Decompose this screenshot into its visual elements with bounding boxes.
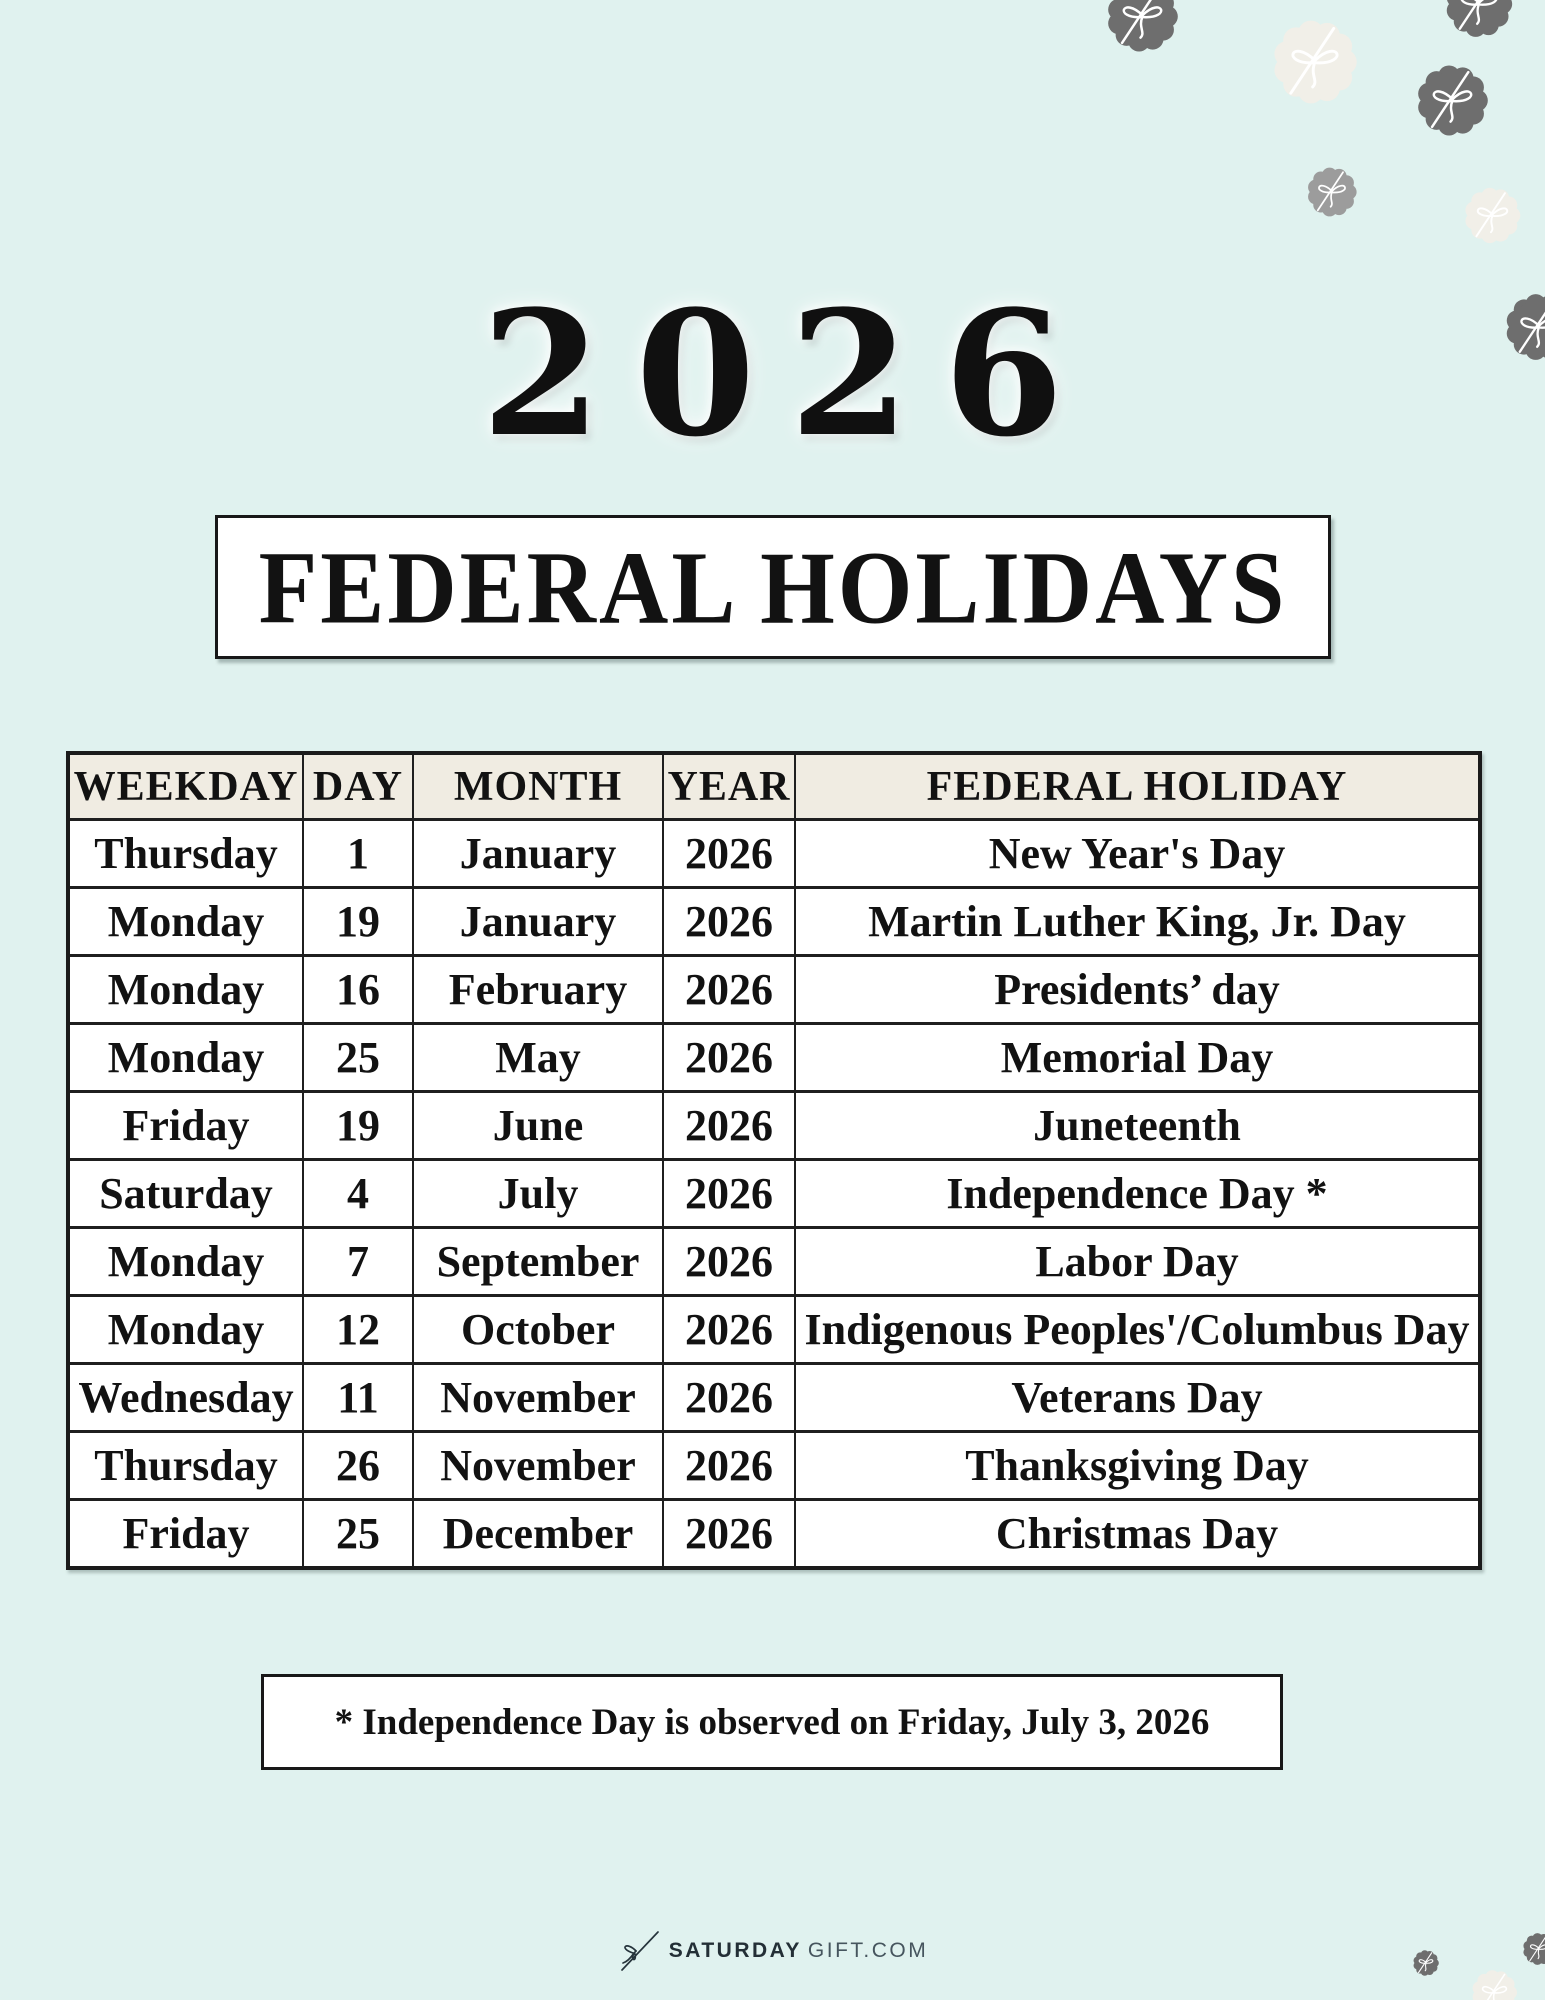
cell-year: 2026 — [663, 1024, 795, 1092]
table-row — [68, 1364, 1480, 1432]
cell-holiday: Christmas Day — [795, 1500, 1480, 1569]
holidays-table — [66, 751, 1482, 1570]
banner-title: FEDERAL HOLIDAYS — [258, 529, 1288, 645]
cell-weekday: Friday — [68, 1500, 303, 1569]
table-row — [68, 1160, 1480, 1228]
scalloped-gift-seal-icon — [1266, 13, 1364, 111]
cell-month: February — [413, 956, 663, 1024]
cell-year: 2026 — [663, 820, 795, 888]
cell-weekday: Monday — [68, 888, 303, 956]
table-row — [68, 1432, 1480, 1500]
column-header-month: MONTH — [413, 753, 663, 820]
cell-day: 12 — [303, 1296, 413, 1364]
column-header-holiday: FEDERAL HOLIDAY — [795, 753, 1480, 820]
cell-holiday: Independence Day * — [795, 1160, 1480, 1228]
cell-month: July — [413, 1160, 663, 1228]
cell-day: 11 — [303, 1364, 413, 1432]
scalloped-gift-seal-icon — [1101, 0, 1184, 58]
page-title: 2026 — [481, 272, 1098, 475]
cell-holiday: Thanksgiving Day — [795, 1432, 1480, 1500]
cell-weekday: Monday — [68, 1296, 303, 1364]
table-body — [68, 820, 1480, 1569]
cell-year: 2026 — [663, 956, 795, 1024]
cell-month: December — [413, 1500, 663, 1569]
cell-day: 19 — [303, 1092, 413, 1160]
scalloped-gift-seal-icon — [1460, 183, 1525, 248]
table-row — [68, 1296, 1480, 1364]
logo-brand-bold: SATURDAY — [668, 1939, 802, 1962]
cell-day: 16 — [303, 956, 413, 1024]
table-header-row — [68, 753, 1480, 820]
cell-holiday: Indigenous Peoples'/Columbus Day — [795, 1296, 1480, 1364]
table-header-row — [68, 753, 1480, 820]
table-row — [68, 956, 1480, 1024]
footnote-box — [261, 1674, 1283, 1770]
cell-holiday: New Year's Day — [795, 820, 1480, 888]
cell-month: May — [413, 1024, 663, 1092]
table-row — [68, 820, 1480, 888]
cell-year: 2026 — [663, 1500, 795, 1569]
table-row — [68, 1092, 1480, 1160]
cell-weekday: Monday — [68, 1024, 303, 1092]
column-header-day: DAY — [303, 753, 413, 820]
cell-month: November — [413, 1364, 663, 1432]
column-header-year: YEAR — [663, 753, 795, 820]
cell-day: 25 — [303, 1024, 413, 1092]
cell-day: 7 — [303, 1228, 413, 1296]
table-row — [68, 1500, 1480, 1569]
cell-year: 2026 — [663, 888, 795, 956]
cell-day: 1 — [303, 820, 413, 888]
cell-holiday: Presidents’ day — [795, 956, 1480, 1024]
cell-month: September — [413, 1228, 663, 1296]
cell-year: 2026 — [663, 1364, 795, 1432]
table-row — [68, 888, 1480, 956]
cell-month: January — [413, 820, 663, 888]
cell-month: June — [413, 1092, 663, 1160]
footnote-text: * Independence Day is observed on Friday, July 3, 2026 — [334, 1701, 1210, 1743]
scalloped-gift-seal-icon — [1411, 59, 1494, 142]
table-row — [68, 1024, 1480, 1092]
cell-year: 2026 — [663, 1160, 795, 1228]
cell-year: 2026 — [663, 1432, 795, 1500]
column-header-weekday: WEEKDAY — [68, 753, 303, 820]
cell-holiday: Veterans Day — [795, 1364, 1480, 1432]
cell-year: 2026 — [663, 1296, 795, 1364]
cell-holiday: Martin Luther King, Jr. Day — [795, 888, 1480, 956]
cell-day: 4 — [303, 1160, 413, 1228]
cell-month: January — [413, 888, 663, 956]
cell-day: 19 — [303, 888, 413, 956]
cell-day: 26 — [303, 1432, 413, 1500]
needle-bow-icon — [617, 1928, 663, 1974]
cell-holiday: Juneteenth — [795, 1092, 1480, 1160]
scalloped-gift-seal-icon — [1303, 163, 1361, 221]
logo — [0, 1928, 1545, 1974]
cell-month: October — [413, 1296, 663, 1364]
cell-year: 2026 — [663, 1092, 795, 1160]
cell-year: 2026 — [663, 1228, 795, 1296]
logo-brand-light: GIFT.COM — [807, 1939, 929, 1962]
cell-weekday: Thursday — [68, 820, 303, 888]
scalloped-gift-seal-icon — [1440, 0, 1518, 43]
cell-holiday: Memorial Day — [795, 1024, 1480, 1092]
table-row — [68, 1228, 1480, 1296]
cell-holiday: Labor Day — [795, 1228, 1480, 1296]
cell-weekday: Thursday — [68, 1432, 303, 1500]
cell-weekday: Saturday — [68, 1160, 303, 1228]
cell-weekday: Monday — [68, 956, 303, 1024]
cell-weekday: Friday — [68, 1092, 303, 1160]
cell-day: 25 — [303, 1500, 413, 1569]
cell-weekday: Monday — [68, 1228, 303, 1296]
cell-month: November — [413, 1432, 663, 1500]
cell-weekday: Wednesday — [68, 1364, 303, 1432]
banner-box — [215, 515, 1331, 659]
